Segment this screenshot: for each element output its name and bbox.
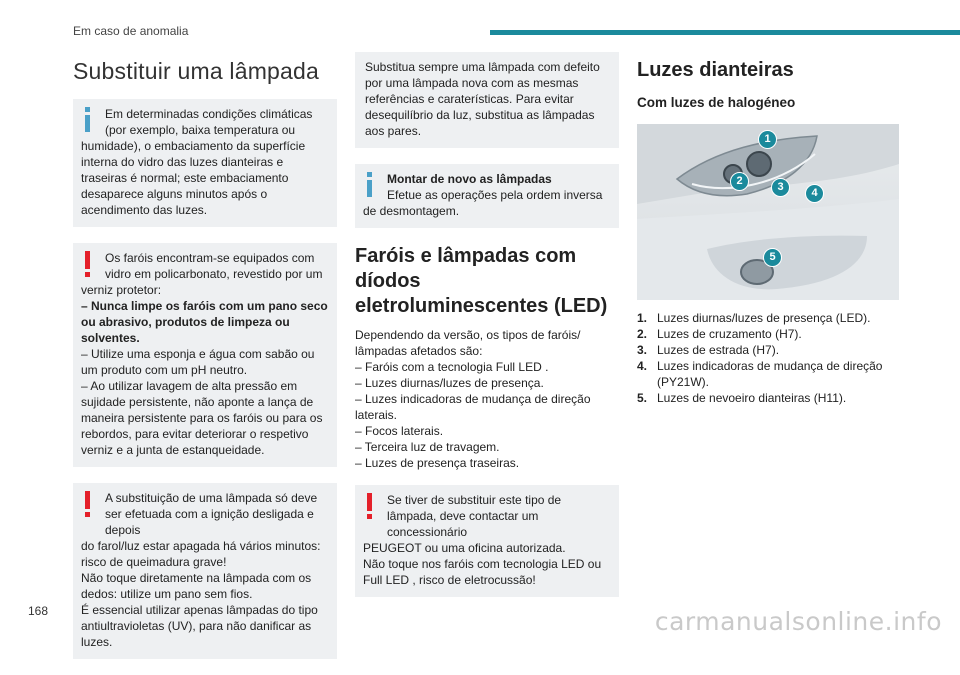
legend-text: Luzes de estrada (H7). — [657, 343, 780, 357]
page-number: 168 — [28, 604, 49, 618]
list-item — [637, 358, 901, 390]
list-item: – Luzes de presença traseiras. — [355, 456, 520, 470]
warning-icon — [85, 491, 90, 517]
watermark: carmanualsonline.info — [654, 607, 942, 636]
marker-1-badge: 1 — [758, 130, 777, 149]
led-intro: Dependendo da versão, os tipos de faróis/ lâmpadas afetados são: — [355, 328, 581, 358]
warning-text-l2: PEUGEOT ou uma oficina autorizada. — [363, 541, 566, 555]
list-item: – Focos laterais. — [355, 424, 444, 438]
warning-text-l4: É essencial utilizar apenas lâmpadas do tipo antiultravioletas (UV), para não danificar as luzes. — [81, 603, 318, 649]
warning-box-replacement — [73, 483, 337, 659]
led-heading: Faróis e lâmpadas com díodos eletroluminescentes (LED) — [355, 245, 608, 317]
legend-number: 2. — [637, 327, 648, 341]
info-text-rest: de desmontagem. — [363, 204, 460, 218]
marker-3-badge: 3 — [771, 178, 790, 197]
legend-text: Luzes diurnas/luzes de presença (LED). — [657, 311, 871, 325]
warning-text-l3: – Nunca limpe os faróis com um pano seco ou abrasivo, produtos de limpeza ou solventes. — [81, 299, 328, 345]
front-lights-heading: Luzes dianteiras — [637, 59, 794, 81]
warning-text-l4: – Utilize uma esponja e água com sabão ou um produto com um pH neutro. — [81, 347, 315, 377]
marker-4-badge: 4 — [805, 184, 824, 203]
legend-number: 5. — [637, 391, 648, 405]
info-text-rest: humidade), o embaciamento da superfície interna do vidro das luzes dianteiras e traseiras é normal; este embaciamento desaparece alguns minutos após o acendimento das luzes. — [81, 139, 306, 217]
warning-box-led — [355, 485, 619, 597]
list-item: – Faróis com a tecnologia Full LED . — [355, 360, 549, 374]
list-item: – Luzes diurnas/luzes de presença. — [355, 376, 544, 390]
legend-number: 3. — [637, 343, 648, 357]
warning-text-l5: – Ao utilizar lavagem de alta pressão em sujidade persistente, não aponte a lança de maneira persistente para os faróis ou para os rebordos, para evitar deteriorar o respetivo verniz e a junta de estanqueidade. — [81, 379, 323, 457]
warning-box-polycarbonate — [73, 243, 337, 467]
lights-legend — [637, 310, 901, 406]
list-item — [637, 310, 901, 326]
info-icon — [367, 172, 372, 197]
warning-text-l3: Não toque diretamente na lâmpada com os dedos: utilize um pano sem fios. — [81, 571, 312, 601]
info-icon — [85, 107, 90, 132]
page-title: Substituir uma lâmpada — [73, 58, 320, 84]
warning-text-l3: Não toque nos faróis com tecnologia LED ou Full LED , risco de eletrocussão! — [363, 557, 602, 587]
list-item — [637, 390, 901, 406]
legend-text: Luzes de cruzamento (H7). — [657, 327, 802, 341]
list-item: – Terceira luz de travagem. — [355, 440, 500, 454]
section-header: Em caso de anomalia — [73, 24, 189, 38]
warning-text-first: A substituição de uma lâmpada só deve ser efetuada com a ignição desligada e depois — [105, 491, 318, 537]
note-text: Substitua sempre uma lâmpada com defeito por uma lâmpada nova com as mesmas referências e caraterísticas. Para evitar desequilíbrio da luz, substitua as lâmpadas aos pares. — [365, 60, 600, 138]
legend-text: Luzes de nevoeiro dianteiras (H11). — [657, 391, 847, 405]
warning-text-l2: do farol/luz estar apagada há vários minutos: risco de queimadura grave! — [81, 539, 321, 569]
list-item: – Luzes indicadoras de mudança de direção laterais. — [355, 392, 591, 422]
column-left — [73, 52, 337, 675]
column-middle — [355, 52, 619, 613]
info-text-first: Efetue as operações pela ordem inversa — [387, 188, 603, 202]
legend-number: 1. — [637, 311, 648, 325]
legend-number: 4. — [637, 359, 648, 373]
header-accent-bar — [490, 30, 960, 35]
marker-5-badge: 5 — [763, 248, 782, 267]
column-right — [637, 52, 901, 406]
headlight-illustration — [637, 124, 899, 300]
warning-text-first: Se tiver de substituir este tipo de lâmpada, deve contactar um concessionário — [387, 493, 562, 539]
note-box — [355, 52, 619, 148]
headlight-photo — [637, 124, 899, 300]
info-text-first: Em determinadas condições climáticas (por exemplo, baixa temperatura ou — [105, 107, 313, 137]
led-list — [355, 359, 619, 471]
warning-text-l2: verniz protetor: — [81, 283, 162, 297]
info-box-reassembly — [355, 164, 619, 228]
legend-text: Luzes indicadoras de mudança de direção (PY21W). — [657, 359, 883, 389]
warning-icon — [85, 251, 90, 277]
halogen-subheading: Com luzes de halogéneo — [637, 95, 796, 110]
marker-2-badge: 2 — [730, 172, 749, 191]
warning-text-first: Os faróis encontram-se equipados com vidro em policarbonato, revestido por um — [105, 251, 323, 281]
list-item — [637, 326, 901, 342]
info-box-condensation — [73, 99, 337, 227]
warning-icon — [367, 493, 372, 519]
list-item — [637, 342, 901, 358]
info-title: Montar de novo as lâmpadas — [387, 172, 552, 186]
